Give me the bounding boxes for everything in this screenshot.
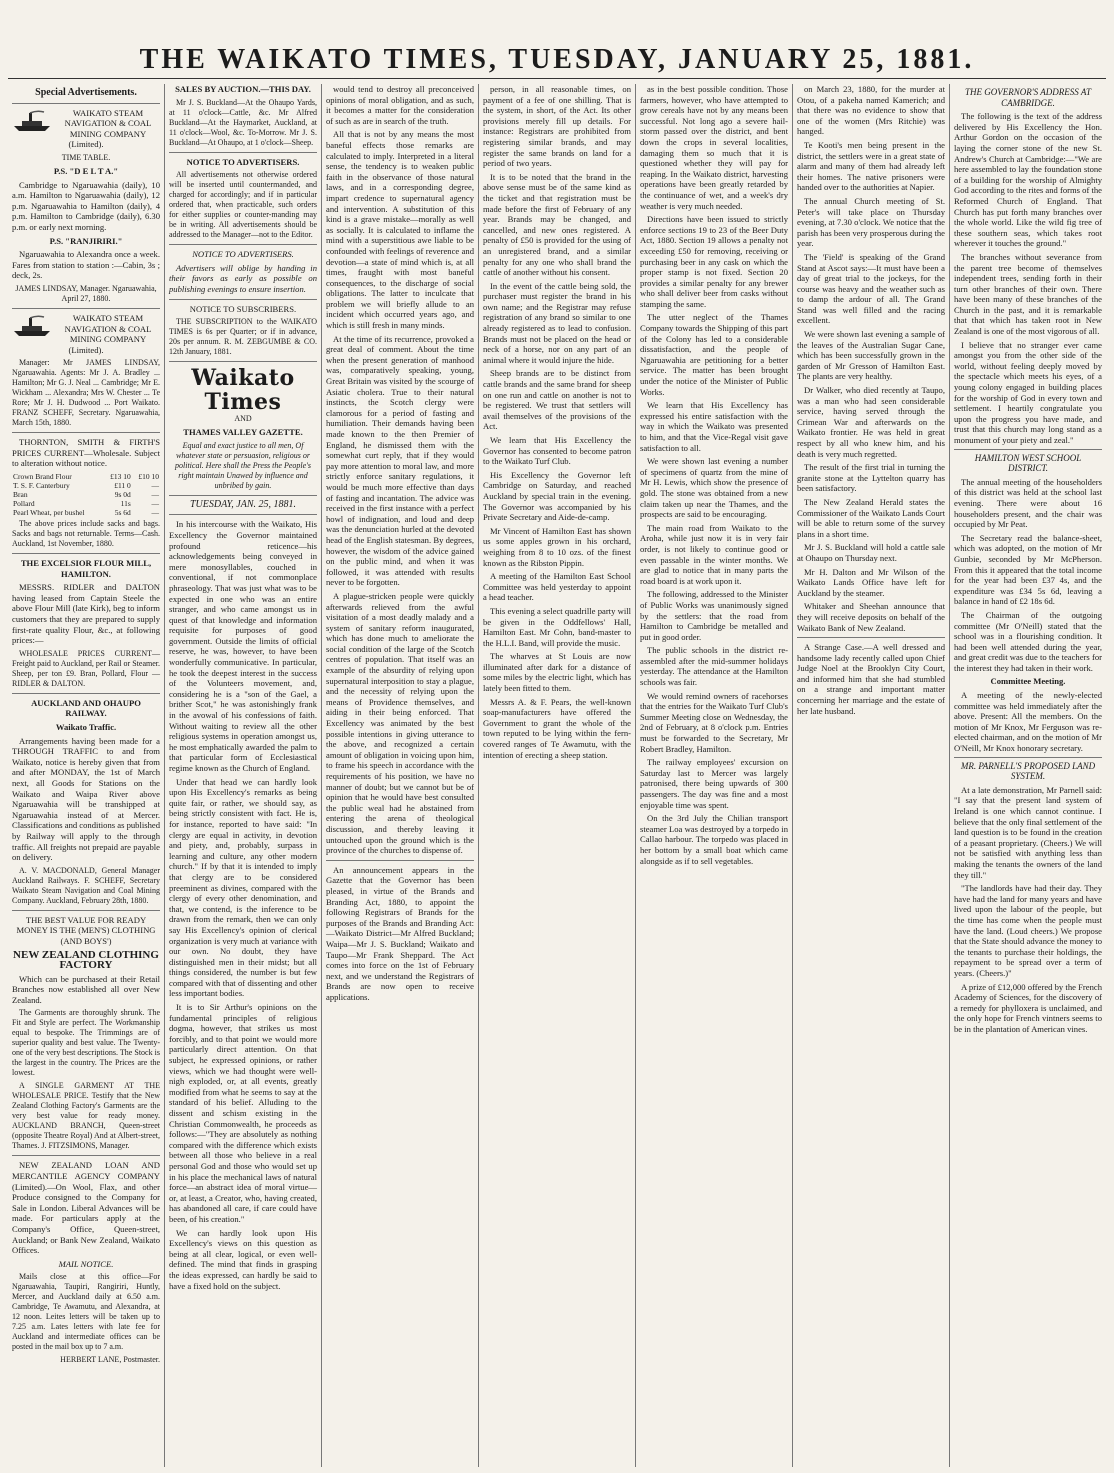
masthead [8,44,1106,79]
article-paragraph: All that is not by any means the most baneful effects those remarks are calculated to imply. Interpreted in a literal sense, the tendency is to weaken public faith in the observance of those natural laws, and in a corresponding degree, impart credence to supernatural agency and intervention. A substitution of this kind is a grave mistake—morally as well as socially. It is calculated to inflame the mind with a superstitious awe liable to be confounded with feelings of reverence and devotion—a state of mind which is, at all times, fraught with most baneful consequences, to the discharge of social obligations. The latter to inculcate that problem we will briefly allude to an incident which occurred years ago, and which is still fresh in many minds. [326,129,474,331]
column-5 [636,84,793,1467]
article-paragraph: The branches without severance from the parent tree become of themselves independent trees, sending forth in their turn other branches of their own. There have been many of these branches of the Church in the past, and it is remarkable that that which has taken root in New Zealand is one of the most vigorous of all. [954,251,1102,337]
mail-heading: MAIL NOTICE. [58,1258,114,1269]
article-paragraph: At the time of its recurrence, provoked a great deal of comment. About the time when the present generation of manhood was, comparatively speaking, young, Great Britain was visited by the scourge of Asiatic cholera. True to their natural instincts, the Scotch clergy were clamorous for a period of fasting and humiliation. Their demands having been made known to the then Premier of England, he dismissed them with the somewhat curt reply, that if they would pay more attention to moral law, and more strictly enforce sanitary regulations, it would be much more effective than days of fasting and incantation. The advice was received in the first instance with a perfect howl of indignation, and loud and deep was the denunciation hurled at the devoted head of the English statesman. By degrees, however, the wisdom of the advice gained on the public mind, and when it was followed, it was attended with results never to be forgotten. [326,333,474,588]
divider [169,361,317,362]
column-7 [950,84,1106,1467]
article-paragraph: "The landlords have had their day. They have had the land for many years and have lived upon the labour of the people, but the time has come when the people must have the land. (Loud cheers.) We propose that the State should advance the money to the tenants to purchase their holdings, the repayment to be spread over a term of years. (Cheers.)" [954,883,1102,978]
thornton-note: The above prices include sacks and bags. Sacks and bags not returnable. Terms—Cash. Auckland, 1st November, 1880. [12,519,160,549]
ranjiriri-text: Ngaruawahia to Alexandra once a week. Fares from station to station :—Cabin, 3s ; deck, 2s. [12,249,160,281]
news-item: We were shown last evening a number of specimens of quartz from the mine of Mr H. Lewis, which show the presence of gold. The stone was obtained from a new claim taken up near the Thames, and the prospects are said to be encouraging. [640,456,788,520]
news-item: Dr Walker, who died recently at Taupo, was a man who had seen considerable service, having served through the Crimean War and afterwards on the Waikato frontier. He was held in great respect by all who knew him, and his death is very much regretted. [797,385,945,459]
notice-heading: NOTICE TO ADVERTISERS. [186,156,300,167]
article-paragraph: In the event of the cattle being sold, the purchaser must register the brand in his own name; and the Registrar may refuse registration of any brand so similar to one already registered as to lead to confusion. Brands must not be placed on the head or neck of a horse, nor on any part of an animal where it would injure the hide. [483,280,631,365]
news-item: Directions have been issued to strictly enforce sections 19 to 23 of the Beer Duty Act, 1880. Section 19 allows a penalty not exceeding £50 for removing, receiving or purchasing beer in any cask on which the proper stamp is not fixed. Section 20 provides a similar penalty for any brewer who shall deliver beer from casks without stamping the same. [640,214,788,309]
article-paragraph: In his intercourse with the Waikato, His Excellency the Governor maintained profound reticence—his acknowledgements being conveyed in mere monosyllables, couched in conventional, if not commonplace phraseology. That was just what was to be expected in one who was an entire stranger, and who came amongst us in quest of that knowledge and information requisite for purposes of good government. Outside the limits of official reserve, he was, however, to have been wonderfully communicative. In particular, he took the deepest interest in the success of the Volunteers movement, and, considering he is a "son of the Gael, a brither Scot," he was astonishingly frank in the avowal of his confessions of faith. Without waiting to review all the other religious systems in operation amongst us, he most emphatically awarded the palm to that particular form of Ecclesiastical regime known as the Church of England. [169,519,317,773]
article-paragraph: A plague-stricken people were quickly afterwards relieved from the awful visitation of a most deadly malady and a system of sanitary reform inaugurated, which has done much to ameliorate the social condition of the large of the Scotch centres of population. That itself was an example of the absurdity of relying upon supernatural interposition to stay a plague, and the necessity of relying upon the means of Providence themselves, and aiding in their being enforced. That Excellency was animated by the best possible intentions in giving utterance to the above, and recognized a certain amount of obligation in voicing upon him, to frame his speech in accordance with the requirements of his position, we have no manner of doubt; but we cannot but be of opinion that he would have best consulted the public weal had he abstained from entering the arena of theological discussion, and thereby leaving it untouched upon the ground which is the province of the churches to dispense of. [326,590,474,856]
timetable-heading: TIME TABLE. [61,152,111,162]
news-item: on March 23, 1880, for the murder at Otou, of a pakeha named Kamerich; and that there was no evidence to show that one of the women (Mrs Ritchie) was hanged. [797,84,945,137]
sales-text: Mr J. S. Buckland—At the Ohaupo Yards, at 11 o'clock—Cattle, &c. Mr Alfred Buckland—At the Haymarket, Auckland, at 11 o'clock—Wool, &c. To-Morrow. Mr J. S. Buckland—At Ohaupo, at 1 o'clock—Sheep. [169,97,317,147]
railway-sign: A. V. MACDONALD, General Manager Auckland Railways. F. SCHEFF, Secretary Waikato Steam Navigation and Coal Mining Company. Auckland, February 28th, 1880. [12,865,160,905]
notice-italic-heading: NOTICE TO ADVERTISERS. [192,249,294,260]
divider [169,299,317,300]
table-row: Bran 9s 0d — [13,490,159,500]
table-row: T. S. F. Canterbury £11 0 — [13,481,159,491]
article-paragraph: I believe that no stranger ever came amongst you from the other side of the world, without feeling deeply moved by the spectacle which meets his eyes, of a young colony engaged in building places for the worship of God in every town and settlement. I heartily congratulate you upon the progress you have made, and trust that this church may long stand as a monument of your piety and zeal." [954,339,1102,445]
steamer-icon [12,110,52,132]
article-paragraph: We can hardly look upon His Excellency's views on this question as being at all clear, logical, or even well-defined. The mind that finds in grasping the ideas expressed, can hardly be said to have a fixed hold on the subject. [169,1227,317,1291]
divider [797,637,945,638]
price-table [12,472,160,517]
news-item: We would remind owners of racehorses that the entries for the Waikato Turf Club's Summer Meeting close on Wednesday, the 2nd of February, at 8 o'clock p.m. Entries must be forwarded to the Secretary, Mr Robert Bradley, Hamilton. [640,690,788,754]
article-paragraph: A prize of £12,000 offered by the French Academy of Sciences, for the discovery of a remedy for phylloxera is unclaimed, and the only hope for French vintners seems to be in the plantation of American vines. [954,981,1102,1034]
excelsior-text: MESSRS. RIDLER and DALTON having leased from Captain Steele the above Flour Mill (late Kirk), beg to inform customers that they are prepared to supply first-rate quality Flour, &c., at following prices:— [12,582,160,646]
news-item: The railway employees' excursion on Saturday last to Mercer was largely patronised, there being upwards of 300 passengers. The day was fine and a most enjoyable time was spent. [640,757,788,810]
article-paragraph: The Chairman of the outgoing committee (Mr O'Neill) stated that the school was in a flourishing condition. It had been well attended during the year, and great credit was due to the teachers for the interest they had taken in their work. [954,609,1102,673]
governor-heading: THE GOVERNOR'S ADDRESS AT CAMBRIDGE. [964,87,1091,108]
agents-list: Manager: Mr JAMES LINDSAY, Ngaruawahia. Agents: Mr J. A. Bradley ... Hamilton; Mr G. J. Neal ... Cambridge; Mr E. Wickham ... Alexandra; Mrs W. Chester ... Te Rore; Mr J. H. Dudwood ... Port Waikato. FRANZ SCHEFF, Secretary. Ngaruawahia, March 15th, 1880. [12,358,160,428]
company-name: WAIKATO STEAM NAVIGATION & COAL MINING COMPANY (Limited). [64,312,152,355]
article-paragraph: An announcement appears in the Gazette that the Governor has been pleased, in virtue of the Brands and Branding Act, 1880, to appoint the following Registrars of Brands for the purposes of the Brands and Branding Act:—Waikato District—Mr Alfred Buckland; Waipa—Mr J. S. Buckland; Waikato and Taupo—Mr Frank Sheppard. The Act comes into force on the 1st of February next, and we understand the Registrars of Brands are now open to receive applications. [326,864,474,1002]
divider [12,103,160,104]
column-3 [322,84,479,1467]
thornton-heading: THORNTON, SMITH & FIRTH'S PRICES CURRENT—Wholesale. Subject to alteration without notice. [12,437,160,469]
article-paragraph: Sheep brands are to be distinct from cattle brands and the same brand for sheep on one run and cattle on another is not to be registered. We trust that settlers will avail themselves of the provisions of the Act. [483,368,631,432]
signoff: JAMES LINDSAY, Manager. Ngaruawahia, April 27, 1880. [15,283,157,303]
ranjiriri-heading: P.S. "RANJIRIRI." [49,235,123,246]
divider [12,1155,160,1156]
column-6 [793,84,950,1467]
nameplate-gazette: THAMES VALLEY GAZETTE. [183,427,303,438]
news-item: Whitaker and Sheehan announce that they will receive deposits on behalf of the Waikato Bank of New Zealand. [797,601,945,633]
article-paragraph: Under that head we can hardly look upon His Excellency's remarks as being quite fair, or rather, we should say, as being strictly consistent with fact. He is, for instance, reported to have said: "In clergy are equal in activity, in devotion and piety, and, probably, surpass in learning and culture, any other modern church." If by that it is intended to imply that clergy are to be considered preeminent as divines, compared with the clergy of every other denomination, and that, we contend, is the inference to be drawn from the remark, then we can only say His Excellency's opinion of clerical organization is very much at variance with our own. No doubt, they have distinguished men in their midst; but all things considered, the number is but few compared with that of dissenting and other less important bodies. [169,776,317,999]
nz-clothing-heading: NEW ZEALAND CLOTHING FACTORY [13,948,159,972]
news-item: Te Kooti's men being present in the district, the settlers were in a great state of alarm and many of them had already left their homes. The native prisoners were handed over to the authorities at Napier. [797,139,945,193]
article-paragraph: would tend to destroy all preconceived opinions of moral obligation, and as such, it becomes a matter for the consideration of such as are in search of the truth. [326,84,474,126]
subscribers-text: THE SUBSCRIPTION to the WAIKATO TIMES is 6s per Quarter; or if in advance, 20s per annum. R. M. ZEBGUMBE & CO. 12th January, 1881. [169,317,317,357]
article-paragraph: It is to Sir Arthur's opinions on the fundamental principles of religious dogma, however, that strikes us most forcibly, and to that point we would more particularly direct attention. On that subject, he expressed opinions, or rather views, which we had thought were well-nigh exploded, or, at all events, greatly modified from what he seems to say at the standard of his belief. Alluding to the dissent and schism existing in the Christian Commonwealth, he proceeds as follows:—"They are absolutely as nothing compared with the difference which exists between all those who believe in a real personal God and those who would set up in his place the mechanical laws of natural force—an abstract idea of moral virtue—or, at least, a Creator, who, having created, has abandoned all care, if care could have been, of his creation." [169,1002,317,1224]
nz-footer: A SINGLE GARMENT AT THE WHOLESALE PRICE. Testify that the New Zealand Clothing Factory's Garments are the very best value for ready money. AUCKLAND BRANCH, Queen-street (opposite Theatre Royal) And at Albert-street, Thames. J. FITZSIMONS, Manager. [12,1081,160,1151]
article-paragraph: A meeting of the newly-elected committee was held immediately after the above. Present: All the members. On the motion of Mr Knox, Mr Ferguson was re-elected chairman, and on the motion of Mr O'Neill, Mr Knox honorary secretary. [954,690,1102,754]
sales-heading: SALES BY AUCTION.—THIS DAY. [175,84,311,94]
divider [169,514,317,515]
divider [12,910,160,911]
news-item: The utter neglect of the Thames Company towards the Shipping of this part of the Colony has led to a considerable dissatisfaction, and the people of Ngaruawahia are petitioning for a better service. The matter has been brought under the notice of the Minister of Public Works. [640,312,788,397]
column-2 [165,84,322,1467]
traffic-text: Arrangements having been made for a THROUGH TRAFFIC to and from Waikato, notice is hereby given that from and after MONDAY, the 1st of March next, all Goods for Stations on the Waikato and Waipa River above Ngaruawahia will be transhipped at Ngaruawahia instead of at Mercer. Classifications and conditions as published by Railway will apply to the through traffic. All freights not prepaid are payable on delivery. [12,735,160,863]
divider [169,495,317,496]
traffic-heading: Waikato Traffic. [55,722,117,732]
masthead-title: THE WAIKATO TIMES, TUESDAY, JANUARY 25, 1881. [139,44,975,75]
news-item: Mr H. Dalton and Mr Wilson of the Waikato Lands Office have left for Auckland by the steamer. [797,566,945,598]
news-item: We learn that His Excellency has expressed his entire satisfaction with the way in which the Waikato was presented to him, and that the Vice-Regal visit gave satisfaction to all. [640,400,788,453]
divider [12,308,160,309]
nz-text: Which can be purchased at their Retail Branches now established all over New Zealand. [12,973,160,1005]
news-item: His Excellency the Governor left Cambridge on Saturday, and reached Auckland by special train in the evening. The Governor was accompanied by his Private Secretary and Aide-de-camp. [483,469,631,523]
divider [12,432,160,433]
notice-text: All advertisements not otherwise ordered will be inserted until countermanded, and charged for accordingly; and if in particular ordered that, when practicable, such orders for either supplies or counter-manding may be in writing. All advertisements should be addressed to the Manager—not to the Editor. [169,170,317,240]
divider [169,244,317,245]
article-paragraph: The following is the text of the address delivered by His Excellency the Hon. Arthur Gordon on the occasion of the laying the corner stone of the new St. Andrew's Church at Cambridge:—"We are here assembled to lay the foundation stone of a building for the worship of Almighty God according to the rites and forms of the Reformed Church of England. That Church has put forth many branches over the whole world. Like the wild fig tree of these southern seas, which takes root wherever it touches the ground." [954,111,1102,249]
newspaper-nameplate: Waikato Times [191,365,295,416]
mercantile-text: NEW ZEALAND LOAN AND MERCANTILE AGENCY COMPANY (Limited).—On Wool, Flax, and other Produce consigned to the Company for Sale in London. Liberal Advances will be made. For particulars apply at the Company's Office, Queen-street, Auckland; or Bank New Zealand, Waikato Offices. [12,1160,160,1256]
company-name: WAIKATO STEAM NAVIGATION & COAL MINING COMPANY (Limited). [64,107,152,150]
news-item: Mr Vincent of Hamilton East has shown us some apples grown in his orchard, weighing from 8 to 10 ozs. of the finest known as the Ribston Pippin. [483,525,631,568]
divider [326,860,474,861]
table-row: Pollard 11s — [13,499,159,509]
parnell-heading: MR. PARNELL'S PROPOSED LAND SYSTEM. [954,757,1102,782]
article-paragraph: The Secretary read the balance-sheet, which was adopted, on the motion of Mr Gunbie, seconded by Mr McPherson. From this it appeared that the total income for the year had been £37 4s, and the expenditure was £34 5s 6d, leaving a balance in hand of £2 18s 6d. [954,532,1102,607]
table-row: Pearl Wheat, per bushel 5s 6d — [13,508,159,518]
divider [12,553,160,554]
columns [8,84,1106,1467]
article-paragraph: The annual meeting of the householders of this district was held at the school last evening. There were about 16 householders present, and the chair was occupied by Mr Peat. [954,476,1102,530]
news-item: The main road from Waikato to the Aroha, while just now it is in very fair order, is not likely to continue good or even passable in the winter months. We are glad to notice that in many parts the road board is at work upon it. [640,522,788,586]
delta-text: Cambridge to Ngaruawahia (daily), 10 a.m. Hamilton to Ngaruawahia (daily), 12 p.m. Ngaruawahia to Hamilton (daily), 4 p.m. Hamilton to Cambridge (daily), 6.30 p.m. or early next morning. [12,179,160,232]
news-item: A meeting of the Hamilton East School Committee was held yesterday to appoint a head teacher. [483,571,631,603]
news-item: The public schools in the district re-assembled after the mid-summer holidays yesterday. The attendance at the Hamilton schools was fair. [640,645,788,688]
special-ads-heading: Special Advertisements. [35,87,137,98]
value-heading: THE BEST VALUE FOR READY MONEY IS THE (MEN'S) CLOTHING (AND BOYS') [16,914,156,946]
divider [12,693,160,694]
news-item: We were shown last evening a sample of the leaves of the Australian Sugar Cane, which has been successfully grown in the garden of Mr Gresson of Hamilton East. The plants are very healthy. [797,329,945,382]
news-item: This evening a select quadrille party will be given in the Oddfellows' Hall, Hamilton East. Mr Cohn, band-master to the H.L.I. Band, will provide the music. [483,605,631,648]
mail-sign: HERBERT LANE, Postmaster. [60,1355,160,1365]
news-item: Mr J. S. Buckland will hold a cattle sale at Ohaupo on Thursday next. [797,542,945,563]
hamilton-heading: HAMILTON WEST SCHOOL DISTRICT. [954,449,1102,474]
news-item: The 'Field' is speaking of the Grand Stand at Ascot says:—It must have been a day of great trial to the jockeys, for the course was heavy and the weather such as to damp the ardour of all. The Grand Stand was well filled and the racing excellent. [797,251,945,326]
mail-text: Mails close at this office—For Ngaruawahia, Taupiri, Rangiriri, Huntly, Mercer, and Auckland daily at 6.50 a.m. Cambridge, Te Awamutu, and Alexandra, at 12 noon. Leites letters will be taken up to 7.25 a.m. Lates letters with late fee for Auckland and intermediate offices can be posted in the mail box up to 7 a.m. [12,1272,160,1352]
nameplate-and: AND [234,414,252,424]
news-item: The wharves at St Louis are now illuminated after dark for a distance of some miles by the electric light, which has lately been fitted to them. [483,651,631,694]
news-item: Messrs A. & F. Pears, the well-known soap-manufacturers have offered the Government to grant the whole of the town reputed to be lying within the fern-covered ranges of Te Awamutu, with the intention of erecting a sheep station. [483,696,631,760]
column-1 [8,84,165,1467]
news-item: On the 3rd July the Chilian transport steamer Loa was destroyed by a torpedo in Callao harbour. The torpedo was placed in her bottom by a small boat which came alongside as if to sell vegetables. [640,813,788,866]
article-paragraph: person, in all reasonable times, on payment of a fee of one shilling. That is the system, in short, of the Act. Its other provisions merely fill up details. For instance: Registrars are prohibited from registering similar brands, and may register the same brands on land for a period of two years. [483,84,631,169]
news-item: The result of the first trial in turning the granite stone at the Lyttelton quarry has been satisfactory. [797,462,945,494]
steamer-icon [12,315,52,337]
article-paragraph: At a late demonstration, Mr Parnell said: "I say that the present land system of Ireland is one which cannot continue. I believe that the only final settlement of the land question is to be found in the creation of a peasant proprietary. (Cheers.) We will not be satisfied with anything less than making the tenants the owners of the land they till." [954,784,1102,880]
news-item: The following, addressed to the Minister of Public Works was unanimously signed by the settlers: that the road from Hamilton to Cambridge be metalled and put in good order. [640,589,788,642]
article-paragraph: It is to be noted that the brand in the above sense must be of the same kind as the ticket and that registration must be made before the first of February of any year. Brands may be changed, and cancelled, and new ones registered. A penalty of £50 is provided for the using of an unregistered brand, and a similar penalty for any one who shall brand the cattle of another without his consent. [483,171,631,278]
delta-heading: P.S. "D E L T A." [53,165,119,176]
news-item: The New Zealand Herald states the Commissioner of the Waikato Lands Court will be able to return some of the survey plans in a short time. [797,496,945,539]
nz-list: The Garments are thoroughly shrunk. The Fit and Style are perfect. The Workmanship equal to bespoke. The Trimmings are of superior quality and best value. The Twenty-one of the very best descriptions. The Stock is the largest in the country. The Prices are the lowest. [12,1008,160,1078]
dateline: TUESDAY, JAN. 25, 1881. [189,498,297,510]
table-row: Crown Brand Flour £13 10 £10 10 [13,472,159,482]
committee-heading: Committee Meeting. [990,676,1066,687]
notice-italic-text: Advertisers will oblige by handing in their favors as early as possible on publishing evenings to ensure insertion. [169,262,317,294]
excelsior-heading: THE EXCELSIOR FLOUR MILL, HAMILTON. [20,558,152,579]
column-4 [479,84,636,1467]
news-item: A Strange Case.—A well dressed and handsome lady recently called upon Chief Judge Noel at the Brooklyn City Court, and informed him that she had stumbled on a strange and important matter concerning her marriage and the estate of her late husband. [797,642,945,716]
news-item: We learn that His Excellency the Governor has consented to become patron to the Waikato Turf Club. [483,435,631,467]
nameplate-motto: Equal and exact justice to all men, Of whatever state or persuasion, religious or political. Here shall the Press the People's right maintain Unawed by influence and unbribed by gain. [175,440,311,490]
divider [169,152,317,153]
excelsior-prices: WHOLESALE PRICES CURRENT—Freight paid to Auckland, per Rail or Steamer. Sheep, per ton £9. Bran, Pollard, Flour — RIDLER & DALTON. [12,648,160,688]
news-item: as in the best possible condition. Those farmers, however, who have attempted to grow cereals have not by any means been successful. Not long ago a severe hail-storm passed over the district, and bent down the crops in several localities, damaging them so much that it is questioned whether they will pay for reaping. In the Waikato district, harvesting operations have been greatly retarded by the continuance of wet, and a week's dry weather is very much needed. [640,84,788,211]
railway-heading: AUCKLAND AND OHAUPO RAILWAY. [31,697,141,719]
news-item: The annual Church meeting of St. Peter's will take place on Thursday evening, at 7.30 o'clock. We notice that the parish has been very prosperous during the year. [797,195,945,249]
subscribers-heading: NOTICE TO SUBSCRIBERS. [189,303,297,314]
